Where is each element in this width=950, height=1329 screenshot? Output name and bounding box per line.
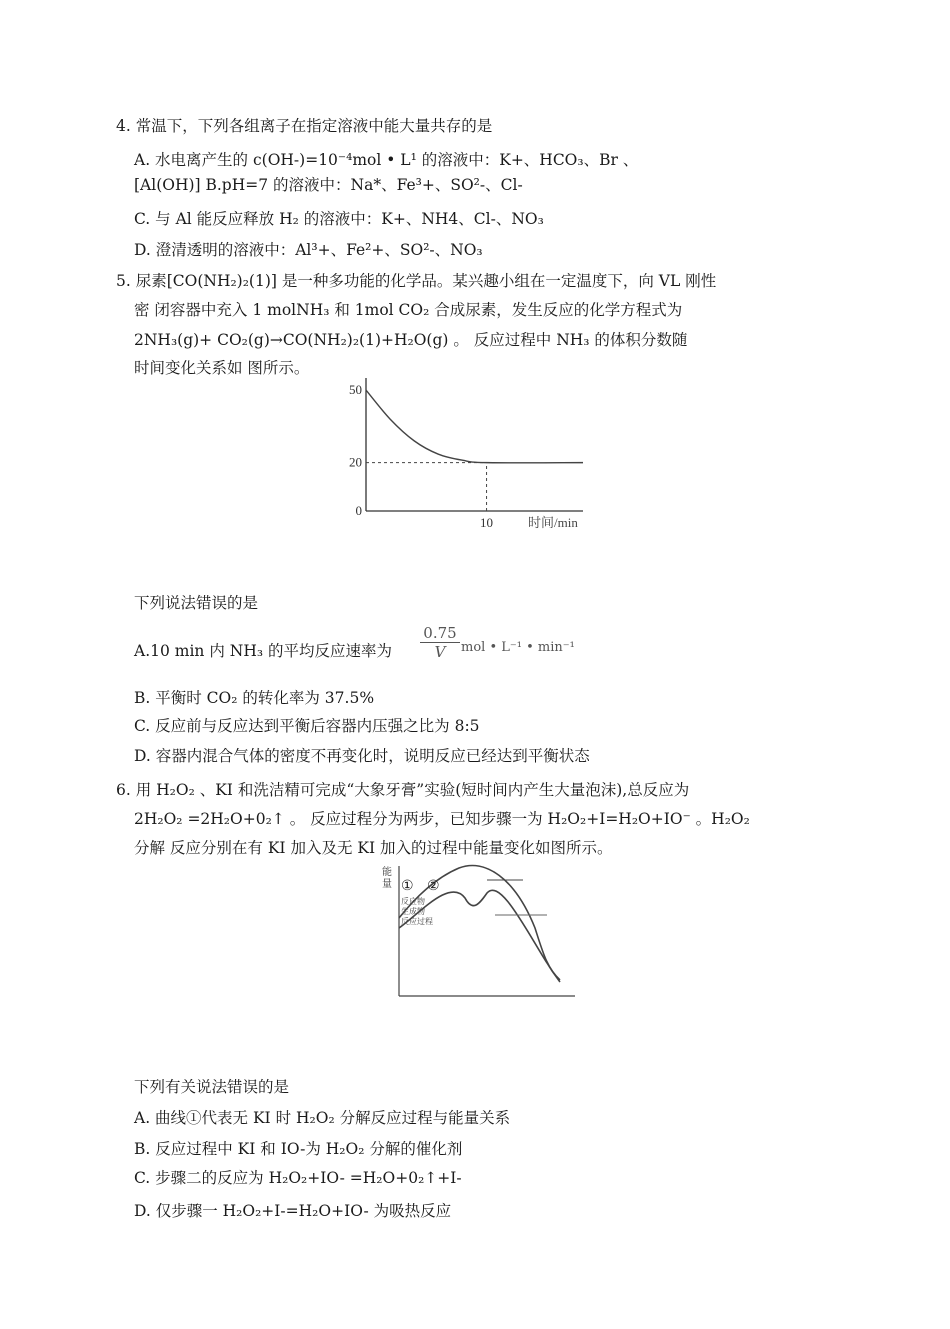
x-axis-label: 时间/min (528, 515, 578, 530)
q5-stem-1: 5. 尿素[CO(NH₂)₂(1)] 是一种多功能的化学品。某兴趣小组在一定温度下，向 VL 刚性 (116, 272, 717, 290)
q4-stem: 4. 常温下，下列各组离子在指定溶液中能大量共存的是 (116, 117, 493, 135)
y-tick-label-0: 0 (355, 503, 362, 518)
nh3-volume-fraction-chart (335, 372, 605, 537)
reactants-label: 反应物 (401, 897, 425, 906)
q6-option-b: B. 反应过程中 KI 和 IO-为 H₂O₂ 分解的催化剂 (134, 1140, 463, 1158)
fraction-denominator: V (434, 643, 446, 661)
reaction-process-label: 反应过程 (401, 917, 433, 926)
series-group (366, 390, 583, 463)
tick-labels (349, 382, 493, 530)
q6-stem-1: 6. 用 H₂O₂ 、KI 和洗洁精可完成“大象牙膏”实验(短时间内产生大量泡沫),总反应为 (116, 781, 690, 799)
q6-option-a: A. 曲线①代表无 KI 时 H₂O₂ 分解反应过程与能量关系 (134, 1109, 511, 1127)
products-label: 生成物 (401, 907, 425, 916)
reference-lines (366, 463, 487, 511)
energy-y-label-1: 能 (382, 867, 392, 878)
q6-question: 下列有关说法错误的是 (134, 1078, 290, 1096)
energy-diagram-svg (375, 858, 585, 1018)
q5-option-d: D. 容器内混合气体的密度不再变化时，说明反应已经达到平衡状态 (134, 747, 590, 765)
q5-option-a-unit: mol • L⁻¹ • min⁻¹ (461, 640, 575, 655)
energy-y-label-2: 量 (382, 879, 392, 890)
q5-option-c: C. 反应前与反应达到平衡后容器内压强之比为 8:5 (134, 717, 480, 735)
curve-2-label: ② (427, 879, 440, 894)
q4-option-d: D. 澄清透明的溶液中：Al³+、Fe²+、SO²-、NO₃ (134, 241, 483, 259)
q5-question: 下列说法错误的是 (134, 594, 259, 612)
curve-1-label: ① (401, 879, 414, 894)
q6-stem-2: 2H₂O₂ =2H₂O+0₂↑ 。 反应过程分为两步，已知步骤一为 H₂O₂+I=H₂O+IO⁻ 。H₂O₂ (134, 810, 750, 828)
fraction-numerator: 0.75 (420, 624, 460, 643)
q5-option-a-fraction (420, 624, 460, 661)
q4-option-c: C. 与 Al 能反应释放 H₂ 的溶液中：K+、NH4、Cl-、NO₃ (134, 210, 544, 228)
q5-option-b: B. 平衡时 CO₂ 的转化率为 37.5% (134, 689, 375, 707)
q4-option-a: A. 水电离产生的 c(OH-)=10⁻⁴mol • L¹ 的溶液中：K+、HCO₃、Br 、 (134, 151, 639, 169)
chart-svg (335, 372, 605, 537)
y-tick-label-20: 20 (349, 454, 362, 470)
energy-diagram (375, 858, 585, 1018)
q6-option-c: C. 步骤二的反应为 H₂O₂+IO- =H₂O+0₂↑+I- (134, 1169, 462, 1187)
series-line-0 (366, 390, 583, 463)
q5-stem-4: 时间变化关系如 图所示。 (134, 359, 310, 377)
y-tick-label-50: 50 (349, 382, 362, 398)
x-tick-label-10: 10 (480, 515, 494, 530)
q5-stem-2: 密 闭容器中充入 1 molNH₃ 和 1mol CO₂ 合成尿素，发生反应的化学方程式为 (134, 301, 683, 319)
q4-option-a-cont: [Al(OH)] B.pH=7 的溶液中：Na*、Fe³+、SO²-、Cl- (134, 176, 523, 194)
q5-option-a-prefix: A.10 min 内 NH₃ 的平均反应速率为 (134, 642, 392, 660)
q6-option-d: D. 仅步骤一 H₂O₂+I-=H₂O+IO- 为吸热反应 (134, 1202, 452, 1220)
q5-stem-3: 2NH₃(g)+ CO₂(g)→CO(NH₂)₂(1)+H₂O(g) 。 反应过程中 NH₃ 的体积分数随 (134, 331, 688, 349)
q6-stem-3: 分解 反应分别在有 KI 加入及无 KI 加入的过程中能量变化如图所示。 (134, 839, 613, 857)
